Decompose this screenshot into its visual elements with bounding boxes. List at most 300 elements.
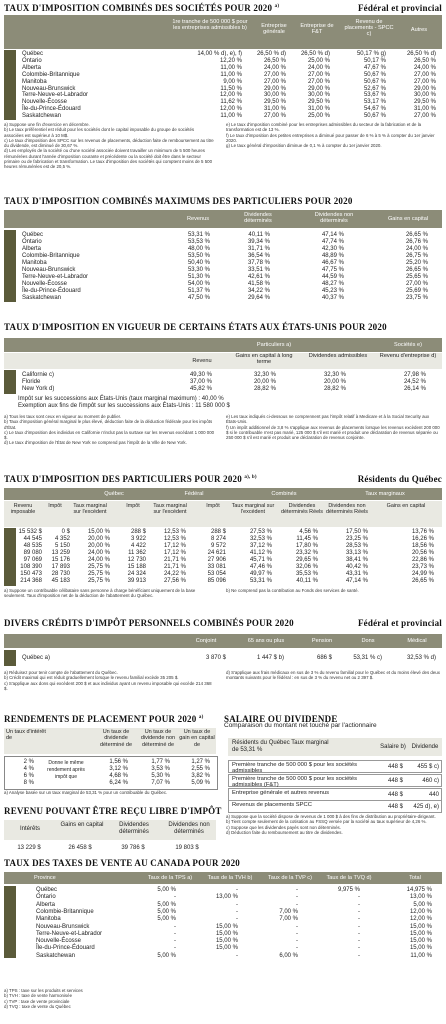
cell: 12,00 % (219, 92, 242, 99)
group-header (4, 488, 442, 500)
table-row (4, 529, 442, 536)
cell: 53,30 % (187, 267, 210, 273)
section-salary-vs-dividend (222, 714, 446, 848)
cell: 26,76 % (405, 239, 428, 245)
col-header: 65 ans ou plus (247, 638, 285, 644)
cell: 12,00 % (409, 908, 432, 915)
cell: 29,00 % (307, 85, 330, 92)
cell: 31,00 % (263, 106, 286, 113)
col-header: Dividendes déterminés (244, 212, 272, 225)
table-row (0, 902, 446, 909)
sub-header (4, 353, 442, 369)
cell: - (358, 901, 360, 908)
row-label: Floride (22, 379, 41, 386)
section-subtitle-right: Résidents du Québec (357, 474, 442, 484)
table-header (4, 15, 442, 49)
table-row (0, 845, 218, 852)
cell: - (236, 908, 238, 915)
table-row (0, 953, 446, 960)
row-label: Saskatchewan (22, 113, 62, 120)
section-subtitle-right: Fédéral et provincial (357, 3, 442, 13)
cell: 16,26 % (411, 536, 434, 542)
cell: 26,50 % d) (300, 51, 330, 57)
cell: 28 730 (51, 571, 70, 577)
cell: 24,00 % (413, 64, 436, 71)
col-header: Dividendes admissibles (308, 353, 368, 359)
cell: 17,12 % (163, 543, 186, 549)
cell: 12,53 % (163, 529, 186, 535)
col-header: Dons (361, 638, 375, 644)
cell: 23,32 % (295, 550, 318, 556)
cell: 33,13 % (345, 550, 368, 556)
cell: 23,25 % (345, 536, 368, 542)
row-label: Ontario (22, 57, 42, 64)
row-label: Île-du-Prince-Édouard (22, 106, 81, 113)
cell: 40,11 % (248, 232, 270, 238)
footnotes-left: a) Suppose un contribuable célibataire sans personne à charge bénéficiant uniquement de la base seulement. Taux d'imposition net de la déduction de l'abattement du Québec. (4, 588, 196, 599)
cell: 34,22 % (247, 288, 270, 294)
cell: 31,00 % (307, 106, 330, 113)
cell: 13,00 % (215, 894, 238, 901)
cell: 27,53 % (249, 529, 272, 535)
cell: 15 188 (127, 564, 146, 570)
table-row (0, 916, 446, 923)
col-header: Médical (407, 638, 427, 644)
cell: - (358, 908, 360, 915)
cell: 2,55 % (191, 766, 210, 772)
table-row (0, 780, 218, 787)
col-header: Impôt (126, 503, 140, 509)
cell: - (296, 901, 298, 908)
cell: 32,53 % d) (406, 655, 436, 661)
cell: 24 621 (207, 550, 226, 556)
cell: 53,31 % (249, 578, 272, 584)
row-label: Saskatchewan (22, 295, 62, 301)
cell: 32,30 % (253, 372, 276, 378)
table-header (4, 210, 442, 228)
table-row (0, 924, 446, 931)
table-row (0, 267, 446, 274)
group-header-marginal: Taux marginaux (365, 491, 405, 497)
col-header: Revenus (186, 216, 210, 222)
table-row (0, 945, 446, 952)
cell: - (236, 952, 238, 959)
col-header: Gains en capital (386, 503, 426, 509)
table-row (0, 655, 446, 662)
cell: 214 368 (20, 578, 42, 584)
cell: 20,00 % (323, 379, 346, 386)
cell: 15,00 % (409, 930, 432, 937)
table-row (0, 894, 446, 901)
cell: 15,00 % (215, 938, 238, 945)
row-label: Île-du-Prince-Édouard (36, 945, 95, 952)
cell: 150 473 (20, 571, 42, 577)
cell: 17,12 % (163, 550, 186, 556)
cell: - (174, 923, 176, 930)
table-row (228, 800, 442, 813)
cell: 42,30 % (321, 246, 344, 252)
row-label: Revenus de placements SPCC (232, 801, 312, 808)
table-row (0, 887, 446, 894)
col-header: Intérêts (19, 826, 40, 832)
row-label: Première tranche de 500 000 $ pour les sociétés admissibles (F&T) (232, 775, 358, 788)
cell: 53,31 % c) (353, 655, 382, 661)
cell: - (296, 938, 298, 945)
footnotes-right: e) Les taux indiqués ci-dessous ne comprennent pas l'impôt relatif à Medicare et à la Social Security aux États-Unis. f) Un impôt additionnel de 3,8 % s'applique aux revenus de placements lorsque les revenus excèdent 200 000 $ si le contribuable n'est pas marié, 125 000 $ s'il est marié et produit une déclaration de revenus séparée ou 250 000 $ s'il est marié et produit une déclaration de revenus conjointe. (226, 414, 440, 441)
cell: 30,00 % (307, 92, 330, 99)
footnote: a) Analyse basée sur un taux marginal de 53,31 % pour un contribuable du Québec. (4, 790, 168, 795)
footnotes-right: b) Ne comprend pas la contribution au Fonds des services de santé. (226, 588, 359, 593)
cell: 9,00 % (223, 78, 242, 85)
row-label: Manitoba (22, 260, 47, 266)
cell: 24,00 % (87, 550, 110, 556)
table-header (4, 728, 216, 754)
row-label: Ontario (22, 239, 42, 245)
table-header (228, 738, 442, 756)
table-row (0, 379, 446, 386)
cell: - (358, 952, 360, 959)
cell: 51,30 % (187, 274, 210, 280)
cell: 11 362 (128, 550, 146, 556)
cell: 288 $ (130, 529, 146, 535)
table-header (4, 872, 442, 884)
cell: 15,00 % (409, 923, 432, 930)
footnotes-left: a) Tous les taux sont ceux en vigueur au moment de publier. b) Taux d'imposition général marginal le plus élevé, déduction faite de la déduction fédérale pour les impôts d'État. c) Le taux d'imposition des individus en Californie n'inclut pas la surtaxe sur les revenus excédant 1 000 000 $. d) Le taux d'imposition de l'État de New York ne comprend pas l'impôt de la Ville de New York. (4, 414, 215, 446)
cell: 3,12 % (109, 766, 128, 772)
header-caption: Résidents du Québec Taux marginal de 53,31 % (232, 740, 329, 753)
section-corporate-rates (0, 0, 446, 170)
group-header-corporations: Sociétés e) (394, 342, 422, 348)
cell: - (296, 887, 298, 893)
cell: 26,65 % (405, 267, 428, 273)
cell: 15,00 % (409, 938, 432, 945)
cell: 8 274 (210, 536, 226, 542)
section-title: DIVERS CRÉDITS D'IMPÔT PERSONNELS COMBINÉS POUR 2020 (4, 618, 294, 628)
cell: 40,11 % (296, 578, 318, 584)
table-row (0, 759, 218, 766)
cell: 31,00 % (413, 106, 436, 113)
table-row (4, 550, 442, 557)
table-row (4, 557, 442, 564)
cell: 32,53 % (249, 536, 272, 542)
cell: 45 183 (51, 578, 70, 584)
cell: - (296, 945, 298, 952)
cell: 50,17 % g) (356, 51, 386, 57)
row-label: Québec (22, 51, 44, 57)
cell: 24,00 % (263, 64, 286, 71)
cell: - (174, 938, 176, 945)
cell: 39 786 $ (121, 845, 145, 851)
cell: 24,00 % (307, 64, 330, 71)
cell: 48,00 % (187, 246, 210, 252)
cell: 25,69 % (405, 288, 428, 294)
cell: 24 324 (127, 571, 146, 577)
section-subtitle-right: Fédéral et provincial (357, 618, 442, 628)
col-header: Taux marginal sur l'excédent (231, 503, 275, 516)
cell: 41,58 % (247, 281, 270, 287)
cell: 49,30 % (189, 372, 212, 378)
cell: 27,00 % (263, 113, 286, 120)
cell: 7,00 % (279, 916, 298, 923)
cell: 97 069 (23, 557, 42, 563)
col-header: Dividendes non déterminés (314, 212, 354, 225)
cell: 15,00 % (87, 529, 110, 535)
cell: 11,62 % (220, 99, 242, 106)
cell: 26,14 % (403, 386, 426, 393)
cell: 1,56 % (109, 759, 128, 765)
cell: 28,82 % (323, 386, 346, 393)
row-label: Manitoba (36, 916, 61, 923)
col-header: Impôt (48, 503, 62, 509)
cell: 18,56 % (411, 543, 434, 549)
col-header: Dividendes déterminés Réels (281, 503, 323, 516)
table-row (0, 931, 446, 938)
cell: 440 (428, 792, 439, 798)
equivalence-text: Donne le même rendement après impôt que (47, 760, 85, 780)
cell: 25,75 % (87, 578, 110, 584)
section-quebec-individual-rates (0, 474, 446, 614)
cell: 32,06 % (295, 564, 318, 570)
cell: 3,53 % (151, 766, 170, 772)
cell: 27,00 % (263, 78, 286, 85)
cell: 47,14 % (345, 578, 368, 584)
cell: - (174, 930, 176, 937)
cell: 89 080 (23, 550, 42, 556)
cell: 28,53 % (345, 543, 368, 549)
cell: 27 906 (207, 557, 226, 563)
cell: 4,56 % (299, 529, 318, 535)
cell: 3 870 $ (205, 655, 226, 661)
section-title: REVENU POUVANT ÊTRE REÇU LIBRE D'IMPÔT (4, 806, 222, 816)
section-title: TAUX D'IMPOSITION EN VIGUEUR DE CERTAINS ÉTATS AUX ÉTATS-UNIS POUR 2020 (4, 322, 387, 332)
table-row (228, 760, 442, 773)
cell: 11,00 % (220, 71, 242, 78)
cell: 13,76 % (411, 529, 434, 535)
group-header-individuals: Particuliers a) (256, 342, 292, 348)
row-label: Colombie-Britannique (22, 71, 80, 78)
cell: 4 422 (130, 543, 146, 549)
cell: 54,00 % (187, 281, 210, 287)
cell: 14,975 % (406, 887, 432, 893)
cell: 29,64 % (247, 295, 270, 301)
section-personal-credits (0, 618, 446, 704)
cell: 4,68 % (109, 773, 128, 779)
section-investment-returns (0, 714, 218, 804)
cell: 5,00 % (413, 901, 432, 908)
row-label: Québec a) (22, 655, 51, 661)
cell: 15 532 $ (18, 529, 42, 535)
cell: 53 054 (207, 571, 226, 577)
cell: 448 $ (387, 764, 403, 770)
cell: 11,50 % (220, 85, 242, 92)
sub-header (4, 501, 442, 527)
cell: 21,71 % (163, 564, 186, 570)
col-header: Gains en capital (60, 822, 104, 828)
cell: 50,17 % (363, 57, 386, 64)
col-header: Total (409, 875, 421, 881)
table-row (0, 246, 446, 253)
cell: 27,00 % (307, 71, 330, 78)
cell: 6 % (23, 773, 34, 779)
table-row (0, 386, 446, 393)
cell: 47,46 % (249, 564, 272, 570)
cell: 50,67 % (363, 113, 386, 120)
cell: 15,00 % (215, 923, 238, 930)
cell: 37,12 % (249, 543, 272, 549)
col-header: Impôt (206, 503, 220, 509)
cell: 11,00 % (410, 952, 432, 959)
table-header (4, 634, 442, 648)
cell: 448 $ (387, 778, 403, 784)
col-header: Taux de la TVP c) (268, 875, 312, 881)
row-label: Québec (22, 232, 44, 238)
cell: 53,53 % (187, 239, 210, 245)
cell: 17,50 % (345, 529, 368, 535)
cell: 6,00 % (279, 952, 298, 959)
cell: 9 572 (210, 543, 226, 549)
row-label: New York d) (22, 386, 55, 393)
cell: 25,00 % (307, 113, 330, 120)
cell: 49,97 % (249, 571, 272, 577)
col-header: Un taux de gain en capital de (179, 729, 215, 748)
cell: 17 893 (51, 564, 70, 570)
footnotes: a) TPS : taxe sur les produits et services b) TVH : taxe de vente harmonisée c) TVP : taxe de vente provinciale d) TVQ : taxe de vente du Québec (4, 988, 83, 1009)
cell: 47,67 % (363, 64, 386, 71)
cell: 53,67 % (363, 92, 386, 99)
cell: 12,53 % (163, 536, 186, 542)
cell: 13 259 (51, 550, 70, 556)
cell: 4 352 (54, 536, 70, 542)
cell: 1,77 % (151, 759, 170, 765)
cell: 15,00 % (409, 945, 432, 952)
cell: 43,31 % (345, 571, 368, 577)
section-individual-max-rates (0, 196, 446, 318)
cell: 23,75 % (405, 295, 428, 301)
cell: 40,42 % (345, 564, 368, 570)
table-row (0, 909, 446, 916)
col-header: Taux de la TVH b) (207, 875, 253, 881)
cell: 29,00 % (413, 85, 436, 92)
cell: 26,65 % (411, 578, 434, 584)
col-header: Dividendes déterminés (119, 822, 149, 835)
cell: 686 $ (316, 655, 332, 661)
section-title: TAUX D'IMPOSITION DES PARTICULIERS POUR 2020 $^{a), b)}$ (4, 474, 257, 484)
cell: 50,67 % (363, 78, 386, 85)
cell: 15,00 % (215, 930, 238, 937)
cell: 22,86 % (411, 557, 434, 563)
cell: 44,59 % (321, 274, 344, 280)
table-row (4, 536, 442, 543)
cell: 448 $ (387, 804, 403, 810)
table-row (4, 543, 442, 550)
table-header (4, 820, 216, 840)
cell: 42,61 % (247, 274, 270, 280)
cell: 5 150 (54, 543, 70, 549)
cell: 51,37 % (187, 288, 210, 294)
row-label: Alberta (22, 246, 42, 252)
col-header: Dividendes non déterminés (168, 822, 210, 835)
cell: 44 545 (23, 536, 42, 542)
section-subtitle: Comparaison du montant net touché par l'actionnaire (224, 722, 377, 729)
cell: 1,27 % (191, 759, 210, 765)
footnotes-right: d) S'applique aux frais médicaux en sus de 3 % du revenu familial pour le Québec et du moins élevé des deux montants suivants pour le fédéral : en sus de 3 % du revenu net ou 2 397 $. (226, 670, 440, 681)
group-header-federal: Fédéral (184, 491, 204, 497)
cell: 425 d), e) (413, 804, 439, 810)
row-label: Colombie-Britannique (36, 908, 94, 915)
cell: 24,99 % (411, 571, 434, 577)
cell: 6,24 % (109, 780, 128, 786)
col-header: Un taux de dividende non déterminé de (140, 729, 176, 748)
col-header: Gains en capital (387, 216, 429, 222)
col-header: Revenu imposable (10, 503, 36, 516)
cell: 26,65 % (405, 232, 428, 238)
cell: 50,40 % (187, 260, 210, 266)
cell: 12,20 % (219, 57, 242, 64)
cell: 30,00 % (413, 92, 436, 99)
cell: 29,00 % (263, 85, 286, 92)
cell: 50,67 % (363, 71, 386, 78)
cell: 5,00 % (157, 887, 176, 893)
table-row (0, 239, 446, 246)
cell: 14,00 % d), e), f) (197, 51, 242, 57)
cell: 39,34 % (247, 239, 270, 245)
cell: - (296, 894, 298, 901)
cell: 27,00 % (405, 281, 428, 287)
cell: 20,56 % (411, 550, 434, 556)
cell: 37,78 % (247, 260, 270, 266)
cell: 47,75 % (321, 267, 344, 273)
cell: 19 803 $ (175, 845, 199, 851)
cell: 48,89 % (321, 253, 344, 259)
cell: 20,00 % (87, 536, 110, 542)
cell: 11,00 % (220, 113, 242, 120)
table-row (0, 372, 446, 379)
table-row (0, 253, 446, 260)
row-label: Entreprise générale et autres revenus (232, 789, 329, 796)
row-label: Alberta (22, 64, 42, 71)
col-header: Salaire b) (380, 744, 406, 750)
group-header-combined: Combinés (271, 491, 297, 497)
col-header: Autres (410, 27, 428, 33)
row-label: Nouveau-Brunswick (22, 267, 76, 273)
cell: - (358, 930, 360, 937)
row-label: Île-du-Prince-Édouard (22, 288, 81, 294)
row-label: Terre-Neuve-et-Labrador (36, 930, 103, 937)
table-row (4, 571, 442, 578)
col-header: Entreprise générale (261, 23, 287, 36)
table-row (0, 232, 446, 239)
col-header: Taux de la TVQ d) (326, 875, 372, 881)
cell: 31,71 % (247, 246, 270, 252)
cell: 27,98 % (403, 372, 426, 378)
cell: - (358, 894, 360, 901)
cell: 45,71 % (249, 557, 272, 563)
section-title: TAUX D'IMPOSITION COMBINÉS MAXIMUMS DES PARTICULIERS POUR 2020 (4, 196, 353, 206)
cell: 23,73 % (411, 564, 434, 570)
cell: 5,30 % (151, 773, 170, 779)
footnotes: a) Suppose que la société dispose de revenus de 1 000 $ à des fins de distribution au propriétaire-dirigeant. b) Tient compte seulement de la cotisation au FSSQ versée par la société au taux supérieur de 4,26 %. c) Suppose que les dividendes payés sont non déterminés. d) Déduction faite du remboursement au titre de dividendes. (226, 814, 436, 835)
cell: 20,00 % (87, 543, 110, 549)
cell: 288 $ (210, 529, 226, 535)
cell: 47,50 % (187, 295, 210, 301)
cell: 36,54 % (247, 253, 270, 259)
cell: 29,50 % (413, 99, 436, 106)
cell: 26,75 % (405, 253, 428, 259)
cell: - (358, 923, 360, 930)
cell: 5,00 % (157, 908, 176, 915)
table-row (4, 564, 442, 571)
cell: 39 913 (127, 578, 146, 584)
